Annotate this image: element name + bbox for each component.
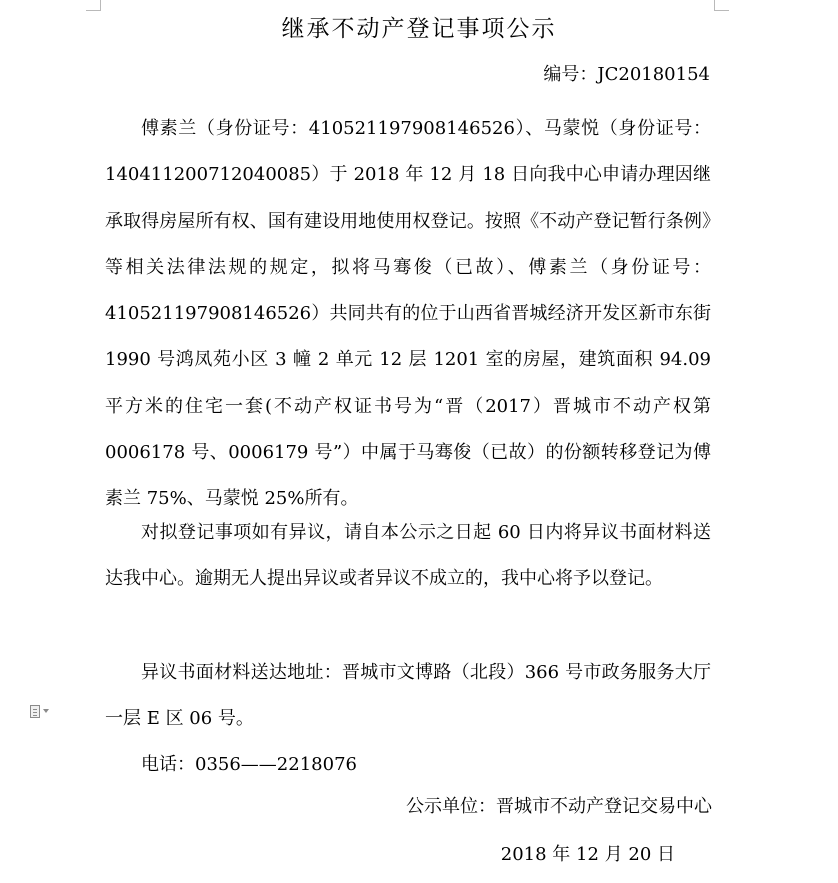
paste-options-icon[interactable]	[30, 703, 60, 719]
body-paragraph-delivery-address: 异议书面材料送达地址：晋城市文博路（北段）366 号市政务服务大厅一层 E 区 06 号。	[105, 662, 711, 730]
document-title: 继承不动产登记事项公示	[281, 16, 557, 42]
page-corner-mark-right	[714, 0, 729, 11]
contact-phone: 电话：0356——2218076	[141, 754, 357, 775]
page-corner-mark-left	[86, 0, 101, 11]
chevron-down-icon	[43, 709, 49, 713]
publish-date: 2018 年 12 月 20 日	[500, 844, 675, 865]
body-paragraph-objection-period: 对拟登记事项如有异议，请自本公示之日起 60 日内将异议书面材料送达我中心。逾期无人提出异议或者异议不成立的，我中心将予以登记。	[105, 522, 711, 590]
document-number: 编号：JC20180154	[543, 64, 710, 85]
clipboard-icon	[30, 705, 40, 718]
publisher-signature: 公示单位：晋城市不动产登记交易中心	[406, 796, 712, 817]
body-paragraph-application: 傅素兰（身份证号：410521197908146526）、马蒙悦（身份证号：140411200712040085）于 2018 年 12 月 18 日向我中心申请办理因继承取得房屋所有权、国有建设用地使用权登记。按照《不动产登记暂行条例》等相关法律法规的规定，拟将马骞俊（已故）、傅素兰（身份证号：410521197908146526）共同共有的位于山西省晋城经济开发区新市东街 1990 号鸿凤苑小区 3 幢 2 单元 12 层 1201 室的房屋，建筑面积 94.09 平方米的住宅一套(不动产权证书号为“晋（2017）晋城市不动产权第 0006178 号、0006179 号”）中属于马骞俊（已故）的份额转移登记为傅素兰 75%、马蒙悦 25%所有。	[105, 118, 711, 510]
